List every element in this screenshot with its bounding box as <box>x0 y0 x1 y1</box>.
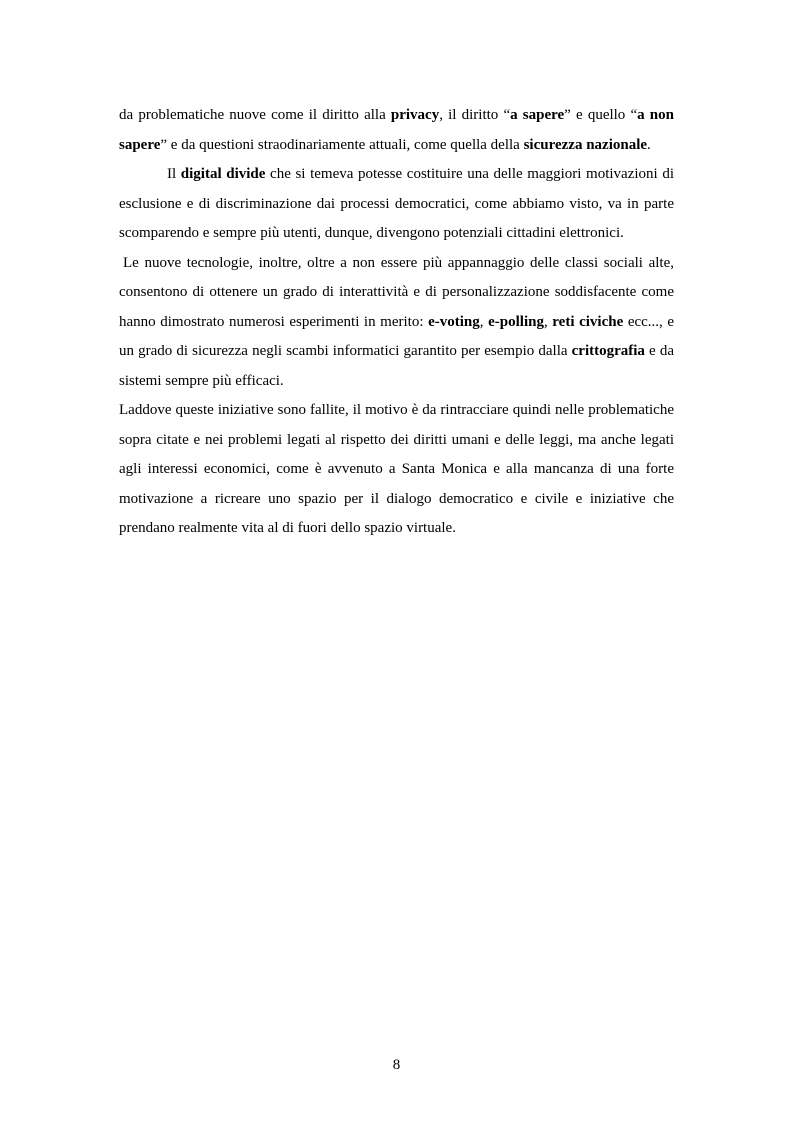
text-run: ” e da questioni straodinariamente attuali, come quella della <box>160 136 524 153</box>
text-run: e da sistemi sempre più efficaci. <box>119 343 674 389</box>
text-run: da problematiche nuove come il diritto alla <box>119 107 391 123</box>
text-run: , il diritto “ <box>439 107 511 123</box>
text-run-bold: sicurezza nazionale <box>523 136 648 153</box>
text-run: , <box>479 313 489 330</box>
text-run-bold: e-voting <box>428 313 480 330</box>
text-run-bold: privacy <box>390 107 440 123</box>
text-run: che si temeva potesse costituire una delle maggiori motivazioni di esclusione e di discriminazione dai processi democratici, come abbiamo visto, va in parte scomparendo e sempre più utenti, dunque, divengono potenziali cittadini elettronici. <box>119 166 674 241</box>
text-run: Il <box>167 166 181 182</box>
document-body <box>119 101 674 544</box>
text-run-bold: e-polling <box>488 313 544 330</box>
paragraph-digital-divide <box>119 160 674 249</box>
text-run-bold: crittografia <box>571 343 645 359</box>
text-run: . <box>647 136 651 153</box>
page-number: 8 <box>392 1057 401 1073</box>
paragraph-laddove <box>119 396 674 544</box>
text-run: , <box>543 313 553 330</box>
text-run: Laddove queste iniziative sono fallite, il motivo è da rintracciare quindi nelle problematiche sopra citate e nei problemi legati al rispetto dei diritti umani e delle leggi, ma anche legati agli interessi economici, come è avvenuto a Santa Monica e alla mancanza di una forte motivazione a ricreare uno spazio per il dialogo democratico e civile e iniziative che prendano realmente vita al di fuori dello spazio virtuale. <box>119 402 674 536</box>
paragraph-privacy <box>119 101 674 160</box>
paragraph-nuove-tecnologie <box>119 249 674 397</box>
text-run: ” e quello “ <box>564 107 638 123</box>
text-run-bold: a sapere <box>510 107 565 123</box>
text-run: Le nuove tecnologie, inoltre, oltre a non essere più appannaggio delle classi sociali alte, consentono di ottenere un grado di interattività e di personalizzazione soddisfacente come hanno dimostrato numerosi esperimenti in merito: <box>119 254 674 330</box>
text-run-bold: reti civiche <box>552 313 624 330</box>
text-run: ecc..., e un grado di sicurezza negli scambi informatici garantito per esempio dalla <box>119 313 675 359</box>
text-run-bold: a non sapere <box>119 107 674 153</box>
text-run-bold: digital divide <box>180 166 266 182</box>
